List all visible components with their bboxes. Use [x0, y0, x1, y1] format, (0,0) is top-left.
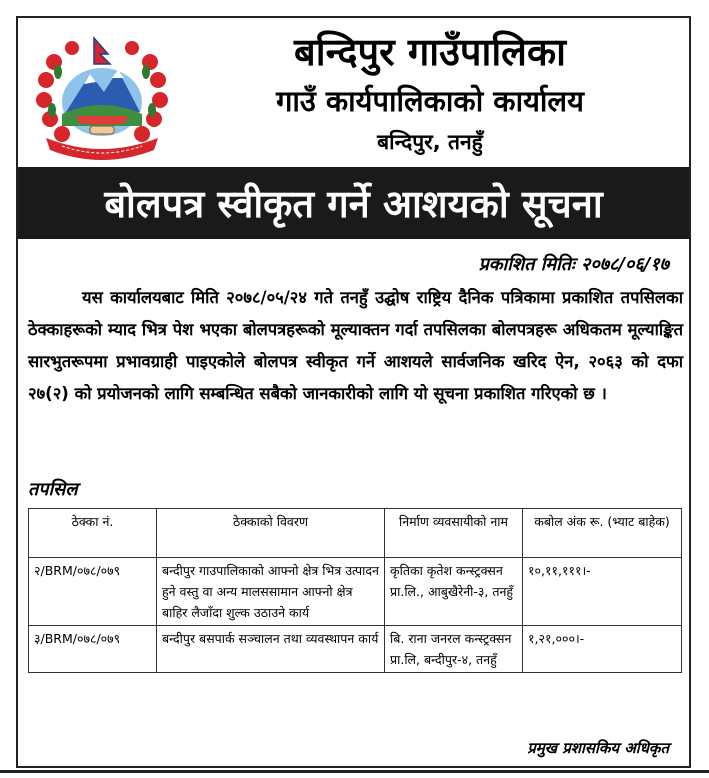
contract-no-cell: २/BRM/०७८/०७९: [29, 558, 157, 626]
table-header-row: [29, 509, 682, 558]
column-header-contract-no: ठेक्का नं.: [29, 509, 157, 558]
description-cell: बन्दीपुर बसपार्क सञ्चालन तथा व्यवस्थापन कार्य: [157, 626, 385, 673]
contractor-cell: बि. राना जनरल कन्स्ट्रक्सन प्रा.लि, बन्दीपुर-४, तनहुँ: [385, 626, 523, 673]
published-date: प्रकाशित मितिः २०७८/०६/१७: [478, 254, 669, 275]
office-subtitle: गाउँ कार्यपालिकाको कार्यालय: [276, 84, 584, 118]
amount-cell: १०,११,१११।-: [523, 558, 682, 626]
bottom-divider: [0, 770, 709, 773]
notice-banner: [18, 167, 689, 239]
table-row: [29, 626, 682, 673]
description-cell: बन्दीपुर गाउपालिकाको आफ्नो क्षेत्र भित्र उत्पादन हुने वस्तु वा अन्य मालससामान आफ्नो क्षेत्र बाहिर लैजाँदा शुल्क उठाउने कार्य: [157, 558, 385, 626]
column-header-amount: कबोल अंक रू. (भ्याट बाहेक): [523, 509, 682, 558]
column-header-description: ठेक्काको विवरण: [157, 509, 385, 558]
signatory-title: प्रमुख प्रशासकिय अधिकृत: [527, 739, 669, 757]
office-title: बन्दिपुर गाउँपालिका: [294, 30, 566, 74]
notice-heading: बोलपत्र स्वीकृत गर्ने आशयको सूचना: [104, 182, 603, 226]
office-location: बन्दिपुर, तनहुँ: [377, 130, 483, 154]
table-row: [29, 558, 682, 626]
contractor-cell: कृतिका कृतेश कन्स्ट्रक्सन प्रा.लि., आबुखैरेनी-३, तनहुँ: [385, 558, 523, 626]
column-header-contractor: निर्माण व्यवसायीको नाम: [385, 509, 523, 558]
contract-no-cell: ३/BRM/०७८/०७९: [29, 626, 157, 673]
schedule-label: तपसिल: [28, 479, 78, 500]
notice-body: यस कार्यालयबाट मिति २०७८/०५/२४ गते तनहुँ उद्घोष राष्ट्रिय दैनिक पत्रिकामा प्रकाशित तपसिलका ठेक्काहरूको म्याद भित्र पेश भएका बोलपत्रहरूको मूल्याक्तन गर्दा तपसिलका बोलपत्रहरू अधिकतम मूल्याङ्कित सारभुतरूपमा प्रभावग्राही पाइएकोले बोलपत्र स्वीकृत गर्ने आशयले सार्वजनिक खरिद ऐन, २०६३ को दफा २७(२) को प्रयोजनको लागि सम्बन्धित सबैको जानकारीको लागि यो सूचना प्रकाशित गरिएको छ ।: [28, 288, 683, 403]
contracts-table: [28, 508, 682, 673]
nepal-government-emblem-icon: [32, 34, 172, 162]
amount-cell: १,२१,०००।-: [523, 626, 682, 673]
